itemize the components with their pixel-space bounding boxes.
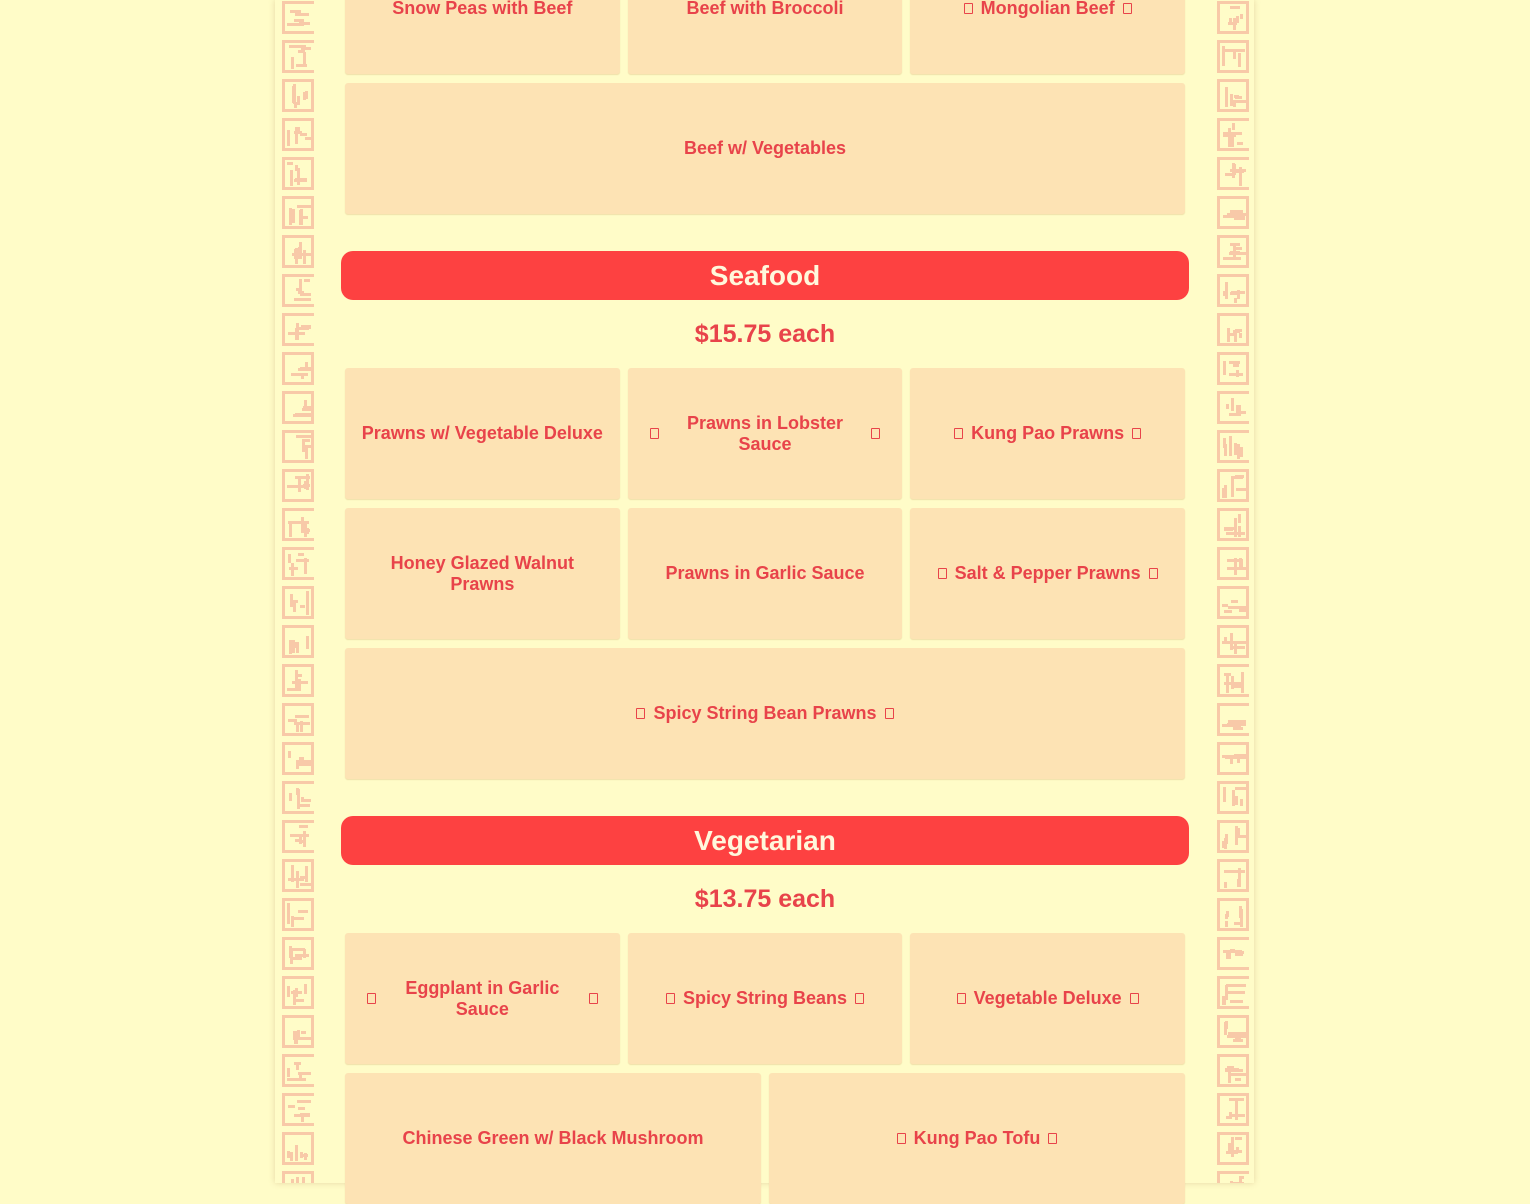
- menu-item-label: Snow Peas with Beef: [392, 0, 573, 18]
- seal-glyph-icon: [281, 975, 315, 1010]
- seal-glyph-icon: [1216, 507, 1250, 542]
- chili-icon: [636, 708, 645, 719]
- vegetarian-grid-two: [341, 1073, 1189, 1204]
- seal-glyph-icon: [281, 507, 315, 542]
- chili-icon: [964, 3, 973, 14]
- seal-glyph-icon: [1216, 117, 1250, 152]
- seal-glyph-icon: [281, 780, 315, 815]
- menu-item-label: Kung Pao Prawns: [971, 423, 1125, 443]
- seal-glyph-icon: [281, 156, 315, 191]
- chili-icon: [367, 993, 376, 1004]
- seal-glyph-icon: [281, 663, 315, 698]
- seal-glyph-icon: [1216, 663, 1250, 698]
- seal-glyph-icon: [1216, 546, 1250, 581]
- chili-icon: [954, 428, 963, 439]
- chili-icon: [650, 428, 659, 439]
- seal-glyph-icon: [1216, 1014, 1250, 1049]
- seal-glyph-icon: [281, 702, 315, 737]
- seal-glyph-icon: [1216, 39, 1250, 74]
- chili-icon: [957, 993, 966, 1004]
- seal-glyph-icon: [1216, 195, 1250, 230]
- vegetarian-section: [341, 816, 1189, 1204]
- seal-glyph-icon: [1216, 78, 1250, 113]
- chili-icon: [1149, 568, 1158, 579]
- seal-glyph-icon: [1216, 390, 1250, 425]
- seal-glyph-icon: [1216, 0, 1250, 35]
- chili-icon: [666, 993, 675, 1004]
- beef-grid-top: [341, 0, 1189, 74]
- decorative-border-left: [280, 0, 316, 1183]
- menu-item-label: Prawns in Garlic Sauce: [665, 563, 865, 583]
- menu-item-label: Spicy String Bean Prawns: [653, 703, 877, 723]
- seal-glyph-icon: [1216, 312, 1250, 347]
- menu-item-label: Spicy String Beans: [682, 988, 848, 1008]
- seal-glyph-icon: [1216, 468, 1250, 503]
- seal-glyph-icon: [1216, 819, 1250, 854]
- seal-glyph-icon: [1216, 975, 1250, 1010]
- seal-glyph-icon: [281, 78, 315, 113]
- section-title: Seafood: [341, 251, 1189, 300]
- seal-glyph-icon: [281, 234, 315, 269]
- seal-glyph-icon: [281, 351, 315, 386]
- menu-item-label: Beef with Broccoli: [686, 0, 844, 18]
- seal-glyph-icon: [281, 897, 315, 932]
- menu-item[interactable]: [345, 933, 620, 1064]
- menu-item-label: Mongolian Beef: [980, 0, 1115, 18]
- seal-glyph-icon: [281, 585, 315, 620]
- seal-glyph-icon: [281, 195, 315, 230]
- seal-glyph-icon: [1216, 702, 1250, 737]
- section-price: $13.75 each: [694, 885, 836, 913]
- seal-glyph-icon: [281, 546, 315, 581]
- seal-glyph-icon: [1216, 741, 1250, 776]
- chili-icon: [589, 993, 598, 1004]
- seal-glyph-icon: [281, 741, 315, 776]
- seal-glyph-icon: [1216, 234, 1250, 269]
- seal-glyph-icon: [281, 1053, 315, 1088]
- seal-glyph-icon: [281, 624, 315, 659]
- seal-glyph-icon: [281, 936, 315, 971]
- menu-item-label: Vegetable Deluxe: [973, 988, 1122, 1008]
- seal-glyph-icon: [1216, 156, 1250, 191]
- chili-icon: [1048, 1133, 1057, 1144]
- seal-glyph-icon: [1216, 897, 1250, 932]
- seal-glyph-icon: [1216, 780, 1250, 815]
- menu-item[interactable]: [345, 648, 1185, 779]
- seal-glyph-icon: [281, 39, 315, 74]
- beef-section: [341, 0, 1189, 214]
- menu-item-label: Chinese Green w/ Black Mushroom: [402, 1128, 704, 1148]
- menu-item-label: Kung Pao Tofu: [913, 1128, 1041, 1148]
- seal-glyph-icon: [1216, 1053, 1250, 1088]
- menu-item[interactable]: [628, 0, 903, 74]
- menu-item[interactable]: [345, 368, 620, 499]
- seal-glyph-icon: [1216, 585, 1250, 620]
- chili-icon: [1132, 428, 1141, 439]
- seal-glyph-icon: [281, 858, 315, 893]
- menu-item[interactable]: [628, 368, 903, 499]
- seal-glyph-icon: [1216, 1131, 1250, 1166]
- chili-icon: [1123, 3, 1132, 14]
- seal-glyph-icon: [1216, 273, 1250, 308]
- seafood-section: [341, 251, 1189, 779]
- chili-icon: [871, 428, 880, 439]
- seal-glyph-icon: [281, 1092, 315, 1127]
- seal-glyph-icon: [281, 273, 315, 308]
- seafood-grid-wide: [341, 648, 1189, 779]
- seafood-grid: [341, 368, 1189, 639]
- seal-glyph-icon: [281, 468, 315, 503]
- menu-item[interactable]: [769, 1073, 1185, 1204]
- chili-icon: [1130, 993, 1139, 1004]
- menu-item[interactable]: [345, 83, 1185, 214]
- section-title: Vegetarian: [341, 816, 1189, 865]
- menu-item[interactable]: [628, 933, 903, 1064]
- seal-glyph-icon: [281, 312, 315, 347]
- seal-glyph-icon: [281, 117, 315, 152]
- menu-item-label: Prawns in Lobster Sauce: [686, 412, 844, 454]
- seal-glyph-icon: [1216, 1170, 1250, 1183]
- menu-item[interactable]: [910, 933, 1185, 1064]
- menu-item[interactable]: [628, 508, 903, 639]
- menu-item-label: Salt & Pepper Prawns: [954, 563, 1141, 583]
- menu-item-label: Honey Glazed Walnut Prawns: [390, 552, 574, 594]
- chili-icon: [897, 1133, 906, 1144]
- beef-grid-bottom: [341, 83, 1189, 214]
- chili-icon: [885, 708, 894, 719]
- menu-page: [275, 0, 1254, 1183]
- menu-item[interactable]: [345, 508, 620, 639]
- seal-glyph-icon: [281, 390, 315, 425]
- menu-item[interactable]: [910, 0, 1185, 74]
- chili-icon: [938, 568, 947, 579]
- seal-glyph-icon: [281, 429, 315, 464]
- seal-glyph-icon: [281, 1170, 315, 1183]
- seal-glyph-icon: [1216, 936, 1250, 971]
- menu-item[interactable]: [345, 0, 620, 74]
- menu-item[interactable]: [910, 508, 1185, 639]
- menu-item[interactable]: [910, 368, 1185, 499]
- chili-icon: [855, 993, 864, 1004]
- section-price: $15.75 each: [694, 320, 836, 348]
- seal-glyph-icon: [1216, 351, 1250, 386]
- menu-item-label: Beef w/ Vegetables: [683, 138, 847, 158]
- menu-item-label: Eggplant in Garlic Sauce: [405, 977, 560, 1019]
- seal-glyph-icon: [281, 1131, 315, 1166]
- seal-glyph-icon: [1216, 1092, 1250, 1127]
- seal-glyph-icon: [281, 819, 315, 854]
- seal-glyph-icon: [281, 1014, 315, 1049]
- menu-item-label: Prawns w/ Vegetable Deluxe: [361, 423, 603, 443]
- seal-glyph-icon: [281, 0, 315, 35]
- seal-glyph-icon: [1216, 429, 1250, 464]
- vegetarian-grid: [341, 933, 1189, 1064]
- seal-glyph-icon: [1216, 858, 1250, 893]
- seal-glyph-icon: [1216, 624, 1250, 659]
- decorative-border-right: [1215, 0, 1251, 1183]
- menu-item[interactable]: [345, 1073, 761, 1204]
